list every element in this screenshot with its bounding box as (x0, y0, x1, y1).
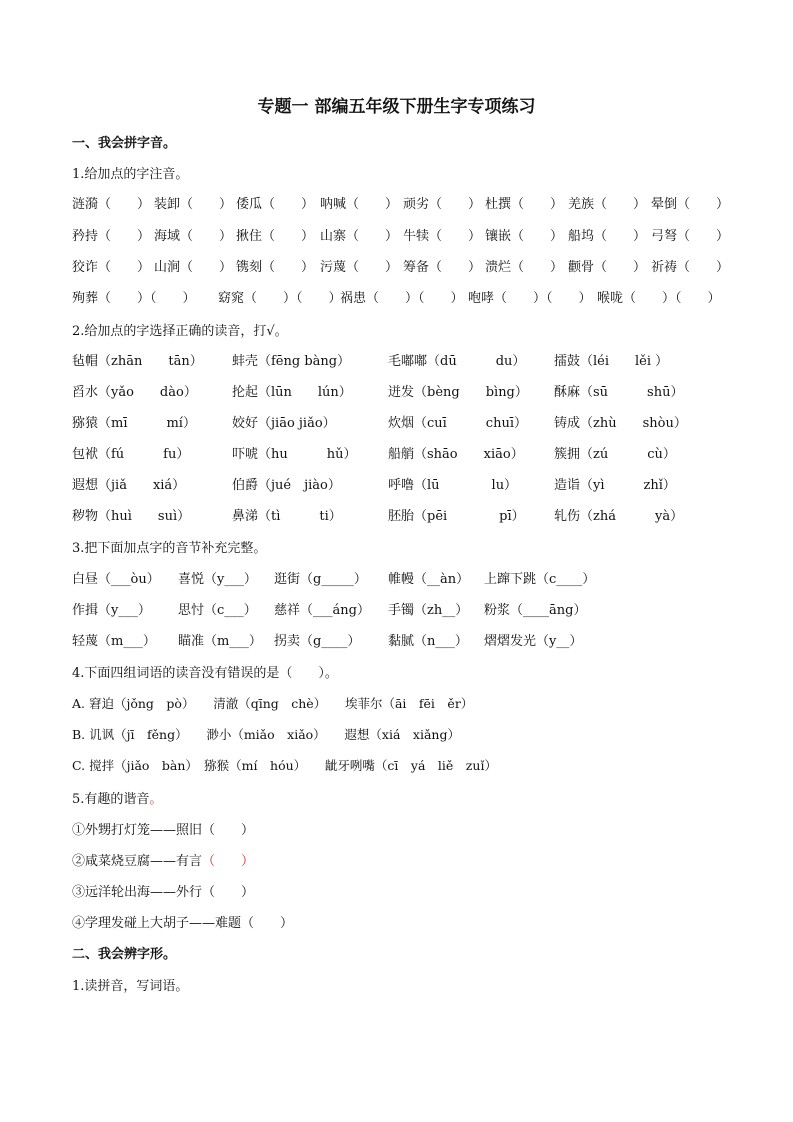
q2-item: 姣好（jiāo jiǎo） (232, 416, 336, 431)
q3-item: 轻蔑（m___） (72, 634, 156, 649)
q1-item: 镶嵌（ ） (485, 229, 564, 244)
q1-item: 涟漪（ ） (72, 197, 151, 212)
q2-item: 胚胎（pēi pī） (388, 509, 525, 524)
q2-item: 伯爵（jué jiào） (232, 478, 341, 493)
q1-item: 呐喊（ ） (320, 197, 399, 212)
question-2-heading: 2.给加点的字选择正确的读音，打√。 (72, 324, 288, 339)
q4-option-c: C. 搅拌（jiǎo bàn） 猕猴（mí hóu） 龇牙咧嘴（cī yá liě zuǐ） (72, 758, 497, 773)
q2-item: 轧伤（zhá yà） (554, 509, 684, 524)
q1-item: 矜持（ ） (72, 229, 151, 244)
q5-period: 。 (149, 792, 163, 807)
q1-item: 喉咙（ ）（ ） (597, 291, 721, 306)
question-3-heading: 3.把下面加点字的音节补充完整。 (72, 541, 267, 556)
q2-item: 毡帽（zhān tān） (72, 354, 203, 369)
q2-item: 吓唬（hu hǔ） (232, 447, 357, 462)
q3-item: 作揖（y___） (72, 603, 151, 618)
q5-item: ②咸菜烧豆腐——有言（ ） (72, 854, 255, 869)
q2-item: 蚌壳（fēng bàng） (232, 354, 351, 369)
q3-item: 粉浆（____āng） (484, 603, 587, 618)
q1-item: 窈窕（ ）（ ） (218, 291, 342, 306)
q2-item: 遐想（jiǎ xiá） (72, 478, 186, 493)
q1-item: 祈祷（ ） (651, 260, 730, 275)
q4-option-b: B. 讥讽（jī fěng） 渺小（miǎo xiǎo） 遐想（xiá xiǎng） (72, 727, 460, 742)
q1-item: 海域（ ） (154, 229, 233, 244)
q3-item: 思忖（c___） (178, 603, 257, 618)
q2-item: 毛嘟嘟（dū du） (388, 354, 526, 369)
q1-item: 山寨（ ） (320, 229, 399, 244)
q5-item: ④学理发碰上大胡子——难题（ ） (72, 916, 294, 931)
q2-item: 酥麻（sū shū） (554, 385, 684, 400)
question-6-heading: 1.读拼音，写词语。 (72, 979, 189, 994)
q2-item: 抡起（lūn lún） (232, 385, 352, 400)
q3-item: 白昼（___òu） (72, 572, 160, 587)
q1-item: 咆哮（ ）（ ） (468, 291, 592, 306)
q2-item: 擂鼓（léi lěi ） (554, 354, 669, 369)
q1-item: 羌族（ ） (568, 197, 647, 212)
section-heading-glyph: 二、我会辨字形。 (72, 947, 177, 962)
q1-item: 狡诈（ ） (72, 260, 151, 275)
q2-item: 呼噜（lū lu） (388, 478, 518, 493)
q1-item: 祸患（ ）（ ） (340, 291, 464, 306)
q1-item: 弓弩（ ） (651, 229, 730, 244)
q3-item: 黏腻（n___） (388, 634, 468, 649)
q2-item: 包袱（fú fu） (72, 447, 190, 462)
q3-item: 拐卖（g____） (274, 634, 361, 649)
q1-item: 山涧（ ） (154, 260, 233, 275)
question-1-heading: 1.给加点的字注音。 (72, 167, 189, 182)
question-4-heading: 4.下面四组词语的读音没有错误的是（ ）。 (72, 666, 338, 681)
q3-item: 喜悦（y___） (178, 572, 257, 587)
q1-item: 筹备（ ） (403, 260, 482, 275)
q1-item: 镌刻（ ） (236, 260, 315, 275)
q1-item: 装卸（ ） (154, 197, 233, 212)
q1-item: 溃烂（ ） (485, 260, 564, 275)
q2-item: 猕猿（mī mí） (72, 416, 196, 431)
question-5-heading (72, 788, 162, 807)
q1-item: 颧骨（ ） (568, 260, 647, 275)
page-title: 专题一 部编五年级下册生字专项练习 (257, 97, 536, 117)
q1-item: 污蔑（ ） (320, 260, 399, 275)
q1-item: 倭瓜（ ） (236, 197, 315, 212)
q1-item: 晕倒（ ） (651, 197, 730, 212)
q2-item: 造诣（yì zhǐ） (554, 478, 676, 493)
q4-option-a: A. 窘迫（jǒng pò） 清澈（qīng chè） 埃菲尔（āi fēi ěr） (72, 696, 474, 711)
q1-item: 殉葬（ ）（ ） (72, 291, 196, 306)
q2-item: 鼻涕（tì ti） (232, 509, 342, 524)
q1-item: 船坞（ ） (568, 229, 647, 244)
q2-item: 炊烟（cuī chuī） (388, 416, 527, 431)
q5-item: ③远洋轮出海——外行（ ） (72, 885, 255, 900)
q3-item: 慈祥（___áng） (274, 603, 370, 618)
q3-item: 熠熠发光（y__） (484, 634, 583, 649)
q2-item: 簇拥（zú cù） (554, 447, 676, 462)
q5-item: ①外甥打灯笼——照旧（ ） (72, 823, 255, 838)
q1-item: 牛犊（ ） (403, 229, 482, 244)
q3-item: 手镯（zh__） (388, 603, 469, 618)
q1-item: 杜撰（ ） (485, 197, 564, 212)
q3-item: 瞄准（m___） (178, 634, 262, 649)
q2-item: 铸成（zhù shòu） (554, 416, 687, 431)
q3-item: 帷幔（__àn） (388, 572, 470, 587)
q3-item: 上蹿下跳（c____） (484, 572, 596, 587)
q3-item: 逛街（g_____） (274, 572, 367, 587)
q2-item: 迸发（bèng bìng） (388, 385, 528, 400)
section-heading-pinyin: 一、我会拼字音。 (72, 136, 177, 151)
q2-item: 船艄（shāo xiāo） (388, 447, 524, 462)
q1-item: 揪住（ ） (236, 229, 315, 244)
q1-item: 顽劣（ ） (403, 197, 482, 212)
q5-red-blank: （ ） (202, 854, 255, 869)
q2-item: 舀水（yǎo dào） (72, 385, 197, 400)
q2-item: 秽物（huì suì） (72, 509, 191, 524)
q5-label: 5.有趣的谐音 (72, 792, 150, 807)
